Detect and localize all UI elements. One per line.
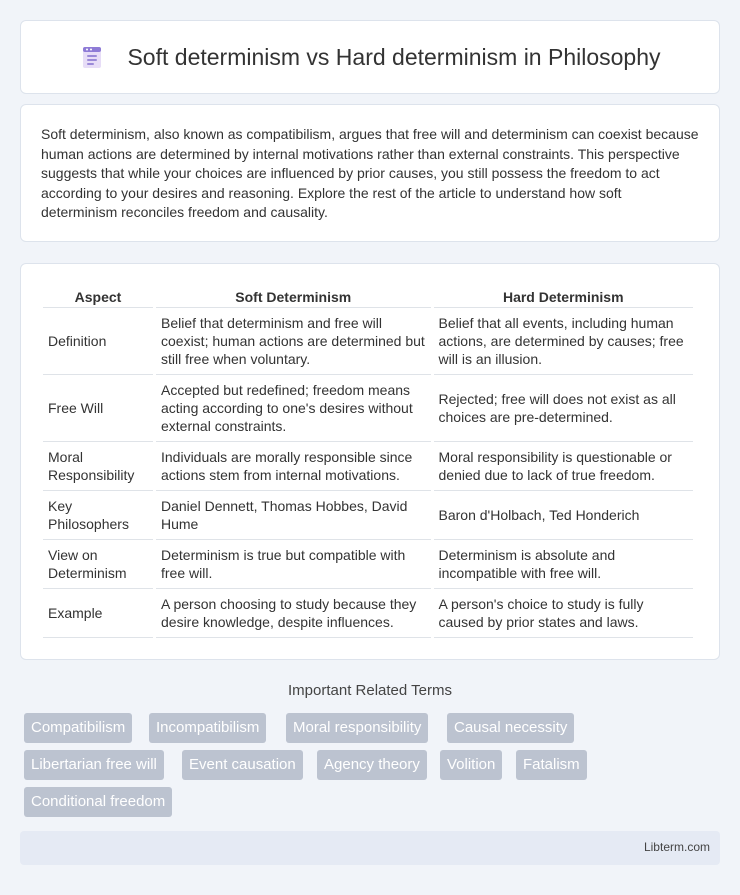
hard-cell: Baron d'Holbach, Ted Honderich [434, 491, 693, 540]
related-terms-title: Important Related Terms [288, 682, 452, 699]
table-row [43, 491, 693, 540]
related-term-tag[interactable]: Libertarian free will [24, 750, 164, 780]
related-term-tag[interactable]: Conditional freedom [24, 787, 172, 817]
page-title: Soft determinism vs Hard determinism in Philosophy [127, 43, 661, 70]
soft-cell: Determinism is true but compatible with free will. [156, 540, 431, 589]
hard-cell: Determinism is absolute and incompatible with free will. [434, 540, 693, 589]
aspect-cell: Free Will [43, 375, 153, 442]
document-list-icon [79, 44, 105, 70]
aspect-cell: Definition [43, 308, 153, 375]
header-hard-determinism: Hard Determinism [434, 284, 693, 308]
hard-cell: A person's choice to study is fully caused by prior states and laws. [434, 589, 693, 638]
related-term-tag[interactable]: Event causation [182, 750, 303, 780]
related-term-tag[interactable]: Causal necessity [447, 713, 574, 743]
aspect-cell: Example [43, 589, 153, 638]
hard-cell: Belief that all events, including human actions, are determined by causes; free will is an illusion. [434, 308, 693, 375]
footer-site-link[interactable]: Libterm.com [643, 840, 710, 854]
aspect-cell: Moral Responsibility [43, 442, 153, 491]
soft-cell: Individuals are morally responsible since actions stem from internal motivations. [156, 442, 431, 491]
soft-cell: Accepted but redefined; freedom means acting according to one's desires without external constraints. [156, 375, 431, 442]
aspect-cell: Key Philosophers [43, 491, 153, 540]
related-term-tag[interactable]: Compatibilism [24, 713, 132, 743]
footer [20, 831, 720, 865]
soft-cell: Belief that determinism and free will coexist; human actions are determined but still free when voluntary. [156, 308, 431, 375]
comparison-table [40, 284, 696, 638]
table-header-row [43, 284, 693, 308]
aspect-cell: View on Determinism [43, 540, 153, 589]
header-soft-determinism: Soft Determinism [156, 284, 431, 308]
comparison-table-card [20, 263, 720, 660]
table-row [43, 589, 693, 638]
table-row [43, 442, 693, 491]
related-term-tag[interactable]: Fatalism [516, 750, 587, 780]
table-row [43, 540, 693, 589]
hard-cell: Moral responsibility is questionable or denied due to lack of true freedom. [434, 442, 693, 491]
header-aspect: Aspect [43, 284, 153, 308]
hard-cell: Rejected; free will does not exist as all choices are pre-determined. [434, 375, 693, 442]
intro-card [20, 104, 720, 242]
related-term-tag[interactable]: Agency theory [317, 750, 427, 780]
soft-cell: A person choosing to study because they desire knowledge, despite influences. [156, 589, 431, 638]
soft-cell: Daniel Dennett, Thomas Hobbes, David Hume [156, 491, 431, 540]
table-row [43, 375, 693, 442]
related-term-tag[interactable]: Incompatibilism [149, 713, 266, 743]
header-card [20, 20, 720, 94]
table-row [43, 308, 693, 375]
related-term-tag[interactable]: Volition [440, 750, 502, 780]
intro-text: Soft determinism, also known as compatibilism, argues that free will and determinism can coexist because human actions are determined by internal motivations rather than external constraints. This perspective suggests that while your choices are influenced by prior causes, you still possess the freedom to act according to your desires and reasoning. Explore the rest of the article to understand how soft determinism reconciles freedom and causality. [41, 126, 699, 220]
related-term-tag[interactable]: Moral responsibility [286, 713, 428, 743]
